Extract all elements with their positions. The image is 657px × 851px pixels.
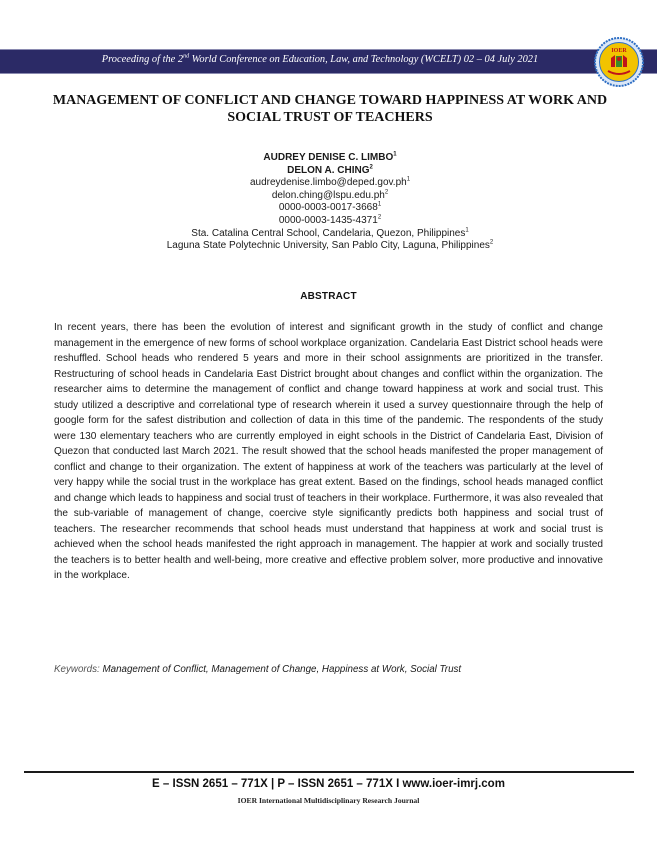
paper-title-line-1: MANAGEMENT OF CONFLICT AND CHANGE TOWARD HAPPINESS AT WORK AND (52, 93, 608, 108)
author-1-name: AUDREY DENISE C. LIMBO (263, 152, 394, 163)
abstract-heading: ABSTRACT (300, 291, 357, 302)
affiliation-2-sup: 2 (489, 239, 494, 246)
footer-issn-line: E – ISSN 2651 – 771X | P – ISSN 2651 – 771X I www.ioer-imrj.com (152, 778, 505, 790)
author-1-email[interactable] (100, 177, 560, 190)
author-2-orcid (100, 215, 560, 228)
affiliation-1-text: Sta. Catalina Central School, Candelaria, Quezon, Philippines (191, 227, 466, 239)
conference-proceeding-text (0, 52, 640, 68)
email-1-text[interactable]: audreydenise.limbo@deped.gov.ph (249, 177, 407, 189)
proceeding-ordinal-sup: nd (183, 53, 190, 60)
email-2-sup: 2 (384, 189, 389, 196)
proceeding-suffix: World Conference on Education, Law, and Technology (WCELT) 02 – 04 July 2021 (189, 54, 539, 65)
keywords (54, 664, 614, 675)
paper-title (40, 92, 620, 126)
keywords-list: Management of Conflict, Management of Change, Happiness at Work, Social Trust (102, 664, 462, 675)
proceeding-prefix: Proceeding of the 2 (101, 54, 184, 65)
author-2-email[interactable] (100, 190, 560, 203)
author-2 (100, 165, 560, 178)
orcid-1-text: 0000-0003-0017-3668 (278, 202, 378, 214)
email-2-text[interactable]: delon.ching@lspu.edu.ph (271, 189, 385, 201)
keywords-label: Keywords: (54, 664, 103, 675)
orcid-2-text: 0000-0003-1435-4371 (278, 214, 378, 226)
footer-divider (24, 771, 634, 773)
author-2-name: DELON A. CHING (287, 164, 370, 176)
email-1-sup: 1 (406, 176, 411, 183)
abstract-body: In recent years, there has been the evolution of interest and significant growth in the study of conflict and change management in the emergence of new forms of school workplace organization. Candelaria East District school heads were reshuffled. School heads who rendered 5 years and more in their school assignments are prioritized in the transfer. Restructuring of school heads in Candelaria East District brought about changes and conflict within the organization. The researcher aims to determine the management of conflict and change toward happiness at work and social trust. This study utilized a descriptive and correlational type of research wherein it used a survey questionnaire through the help of google form for the safest distribution and collection of data in this time of the pandemic. The respondents of the study were 130 elementary teachers who are currently employed in eight schools in the District of Candelaria East, Division of Quezon that conducted last March 2021. The result showed that the school heads manifested the proper management of conflict and change to their organization. The extent of happiness at work of the teachers was particularly at the level of very happy while the social trust in the workplace has great extent. Based on the findings, school heads managed conflict and change which leads to happiness and social trust of teachers in their workplace. Furthermore, it was also revealed that the sub-variable of management of change, coercive style significantly predicts both happiness and social trust of teachers. The researcher recommends that school heads must understand that happiness at work and social trust is achieved when the school heads manifested the right approach in management. The happier at work and socially trusted the teachers is to better health and well-being, more creative and effective problem solver, more productive and innovative in the workplace. (54, 322, 603, 581)
affiliation-2 (100, 240, 560, 253)
affiliation-1-sup: 1 (465, 227, 469, 234)
orcid-2-sup: 2 (377, 214, 382, 221)
author-1-orcid (100, 202, 560, 215)
affiliation-1 (100, 228, 560, 241)
author-2-sup: 2 (369, 164, 373, 171)
ioer-seal-logo-icon (594, 37, 644, 87)
author-block (100, 152, 560, 253)
logo-text: IOER (611, 48, 627, 54)
affiliation-2-text: Laguna State Polytechnic University, San Pablo City, Laguna, Philippines (166, 240, 490, 252)
footer-journal-name: IOER International Multidisciplinary Research Journal (237, 796, 420, 805)
orcid-1-sup: 1 (377, 202, 382, 209)
paper-title-line-2: SOCIAL TRUST OF TEACHERS (227, 110, 433, 125)
author-1-sup: 1 (393, 151, 397, 158)
author-1 (100, 152, 560, 165)
